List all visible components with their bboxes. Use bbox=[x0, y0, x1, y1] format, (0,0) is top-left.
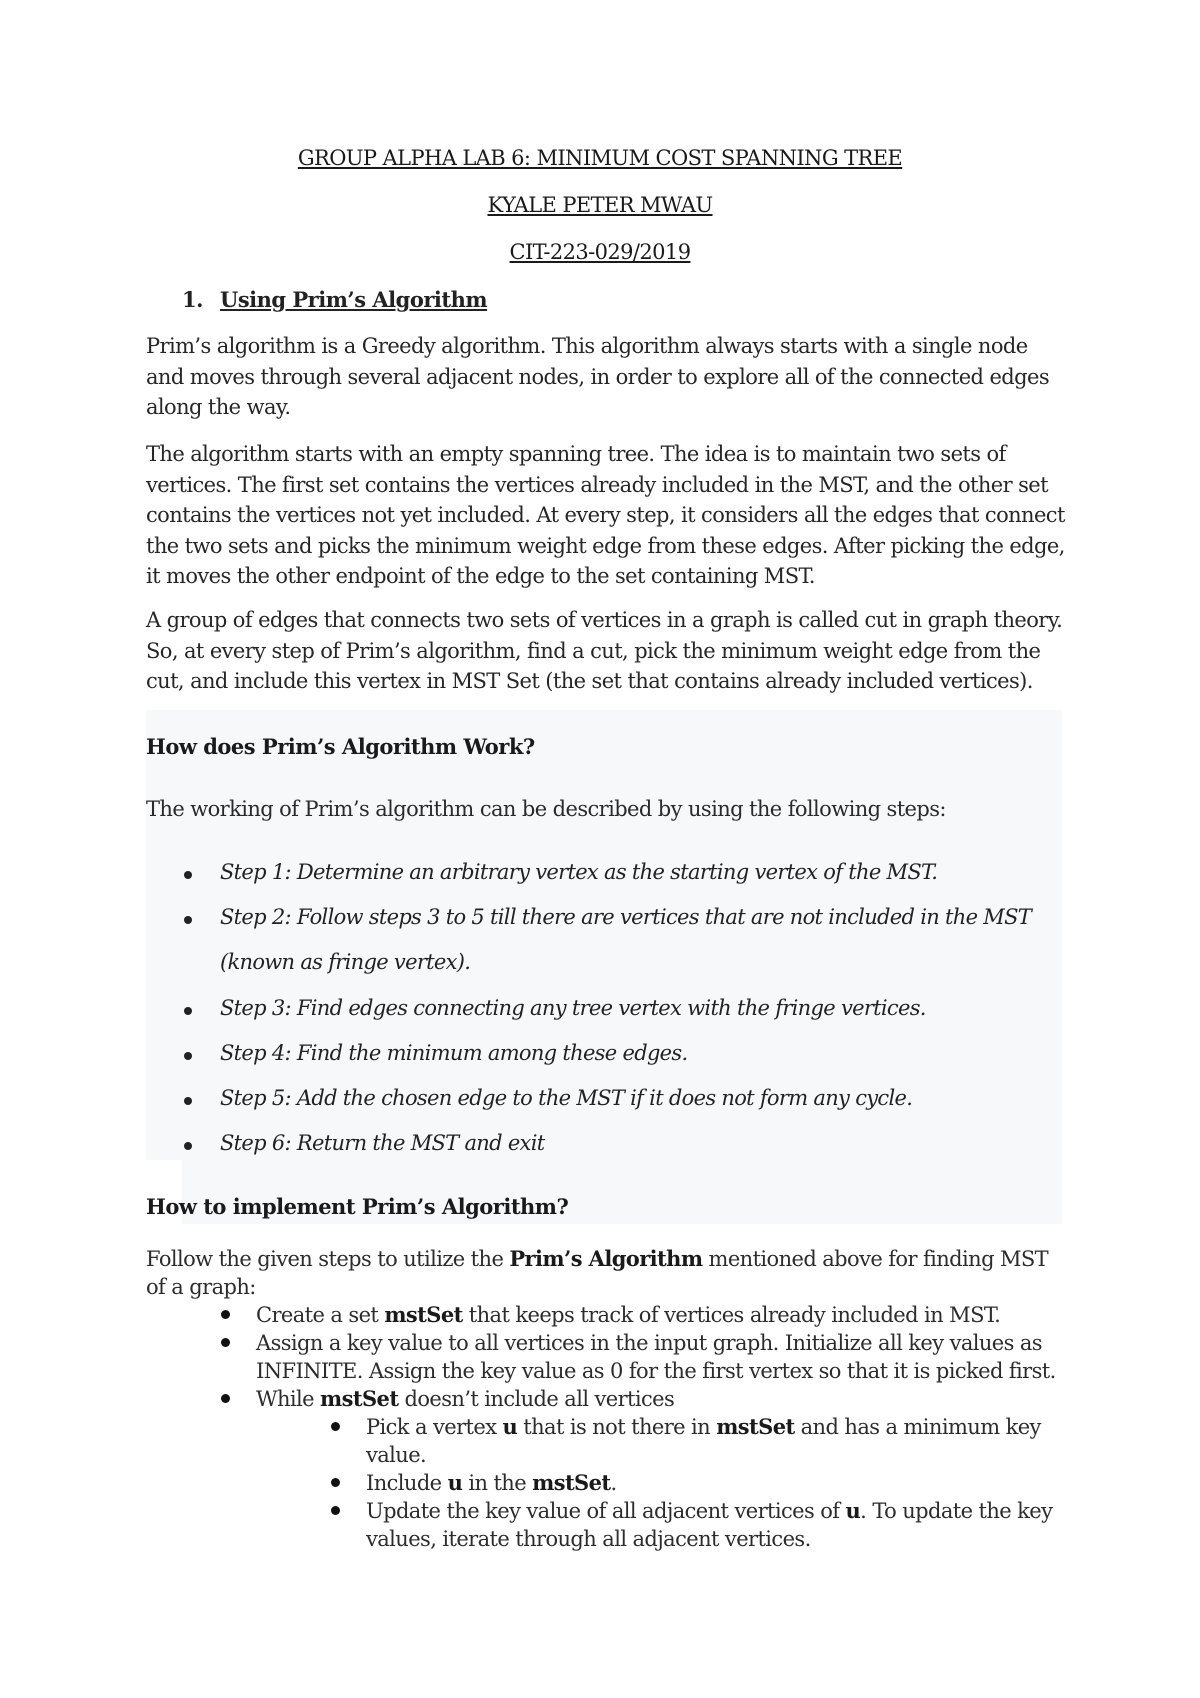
list-item: Step 1: Determine an arbitrary vertex as the starting vertex of the MST. bbox=[186, 860, 937, 884]
bullet-icon bbox=[221, 1338, 230, 1347]
how-works-intro: The working of Prim’s algorithm can be described by using the following steps: bbox=[146, 797, 946, 821]
list-item: Step 4: Find the minimum among these edges. bbox=[186, 1041, 687, 1065]
author-name: KYALE PETER MWAU bbox=[487, 193, 713, 217]
document-title: GROUP ALPHA LAB 6: MINIMUM COST SPANNING TREE bbox=[297, 146, 903, 170]
section-title: Using Prim’s Algorithm bbox=[220, 287, 488, 312]
list-item: Update the key value of all adjacent vertices of u. To update the key bbox=[366, 1498, 1053, 1523]
list-item: Create a set mstSet that keeps track of vertices already included in MST. bbox=[256, 1302, 1001, 1327]
registration-number: CIT-223-029/2019 bbox=[509, 240, 691, 264]
section-number: 1. bbox=[182, 287, 203, 312]
list-item: Step 5: Add the chosen edge to the MST if it does not form any cycle. bbox=[186, 1086, 912, 1110]
list-item: Step 6: Return the MST and exit bbox=[186, 1131, 544, 1155]
list-item-continuation: INFINITE. Assign the key value as 0 for the first vertex so that it is picked first. bbox=[256, 1359, 1056, 1383]
list-item: Include u in the mstSet. bbox=[366, 1470, 617, 1495]
list-item: Pick a vertex u that is not there in mstSet and has a minimum key bbox=[366, 1414, 1041, 1439]
bullet-icon bbox=[184, 1052, 192, 1060]
list-item-continuation: value. bbox=[366, 1443, 427, 1467]
bullet-icon bbox=[221, 1394, 230, 1403]
bullet-icon bbox=[184, 1097, 192, 1105]
bullet-icon bbox=[184, 1007, 192, 1015]
list-item: Assign a key value to all vertices in the input graph. Initialize all key values as bbox=[256, 1331, 1042, 1355]
list-item-continuation: (known as fringe vertex). bbox=[220, 950, 471, 974]
paragraph-cut: A group of edges that connects two sets of vertices in a graph is called cut in graph theory. So, at every step of Prim’s algorithm, find a cut, pick the minimum weight edge from the cut, and include this vertex in MST Set (the set that contains already included vertices). bbox=[146, 608, 1063, 693]
paragraph-spanning-tree: The algorithm starts with an empty spanning tree. The idea is to maintain two sets of vertices. The first set contains the vertices already included in the MST, and the other set contains the vertices not yet included. At every step, it considers all the edges that connect the two sets and picks the minimum weight edge from these edges. After picking the edge, it moves the other endpoint of the edge to the set containing MST. bbox=[146, 442, 1065, 588]
list-item-continuation: values, iterate through all adjacent vertices. bbox=[366, 1527, 811, 1551]
bullet-icon bbox=[184, 871, 192, 879]
paragraph-greedy: Prim’s algorithm is a Greedy algorithm. This algorithm always starts with a single node and moves through several adjacent nodes, in order to explore all of the connected edges along the way. bbox=[146, 334, 1049, 419]
section-1-heading bbox=[182, 287, 487, 312]
bullet-icon bbox=[331, 1422, 340, 1431]
implement-intro-line2: of a graph: bbox=[146, 1275, 256, 1299]
implement-intro: Follow the given steps to utilize the Prim’s Algorithm mentioned above for finding MST bbox=[146, 1246, 1049, 1271]
bullet-icon bbox=[184, 916, 192, 924]
bullet-icon bbox=[221, 1310, 230, 1319]
bullet-icon bbox=[331, 1506, 340, 1515]
list-item: Step 3: Find edges connecting any tree vertex with the fringe vertices. bbox=[186, 996, 926, 1020]
bullet-icon bbox=[184, 1142, 192, 1150]
how-implement-heading: How to implement Prim’s Algorithm? bbox=[146, 1194, 569, 1219]
bullet-icon bbox=[331, 1478, 340, 1487]
how-works-heading: How does Prim’s Algorithm Work? bbox=[146, 734, 535, 759]
list-item: Step 2: Follow steps 3 to 5 till there are vertices that are not included in the MST bbox=[186, 905, 1031, 929]
list-item: While mstSet doesn’t include all vertices bbox=[256, 1386, 675, 1411]
